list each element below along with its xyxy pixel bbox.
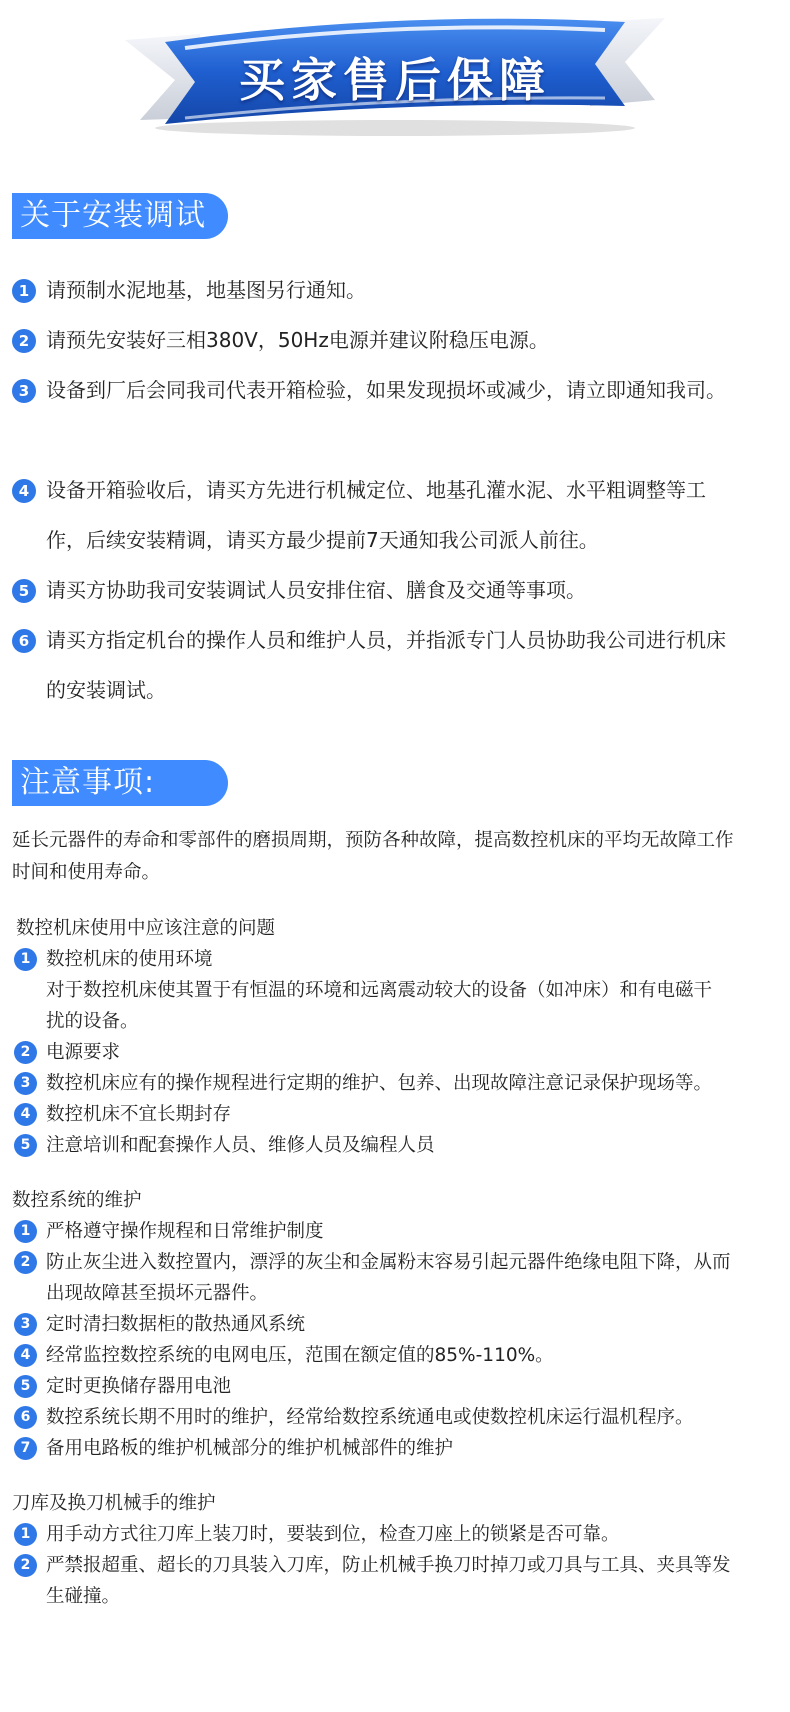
number-badge-icon: 5	[12, 579, 36, 603]
list-item-text: 电源要求	[46, 1042, 121, 1063]
list-item-text: 严禁报超重、超长的刀具装入刀库，防止机械手换刀时掉刀或刀具与工具、夹具等发生碰撞。	[46, 1555, 731, 1607]
list-item-text: 注意培训和配套操作人员、维修人员及编程人员	[46, 1135, 435, 1156]
list-item	[12, 1340, 762, 1371]
number-badge-icon: 6	[12, 629, 36, 653]
list-item-text: 数控机床的使用环境	[46, 949, 213, 970]
list-item	[12, 465, 732, 565]
group-title: 数控系统的维护	[12, 1190, 142, 1211]
number-badge-icon: 4	[12, 479, 36, 503]
banner	[0, 0, 790, 150]
list-item-text: 请预先安装好三相380V，50Hz电源并建议附稳压电源。	[46, 328, 549, 352]
number-badge-icon: 1	[14, 1523, 37, 1546]
list-item-text: 防止灰尘进入数控置内，漂浮的灰尘和金属粉末容易引起元器件绝缘电阻下降，从而出现故障甚至损坏元器件。	[46, 1252, 731, 1304]
number-badge-icon: 2	[14, 1041, 37, 1064]
number-badge-icon: 2	[14, 1554, 37, 1577]
list-item	[12, 1037, 762, 1068]
list-item	[12, 1099, 762, 1130]
number-badge-icon: 4	[14, 1103, 37, 1126]
number-badge-icon: 5	[14, 1134, 37, 1157]
list-item	[12, 1216, 762, 1247]
list-item	[12, 1402, 737, 1433]
list-item-text: 请买方协助我司安装调试人员安排住宿、膳食及交通等事项。	[46, 578, 586, 602]
list-item	[12, 1309, 762, 1340]
number-badge-icon: 5	[14, 1375, 37, 1398]
list-item-text: 严格遵守操作规程和日常维护制度	[46, 1221, 324, 1242]
list-item	[12, 365, 732, 465]
list-item-text: 备用电路板的维护机械部分的维护机械部件的维护	[46, 1438, 454, 1459]
group-title: 数控机床使用中应该注意的问题	[16, 918, 276, 939]
list-item	[12, 265, 752, 315]
list-item-text: 定时更换储存器用电池	[46, 1376, 232, 1397]
list-item	[12, 944, 762, 975]
list-item-text: 数控机床应有的操作规程进行定期的维护、包养、出现故障注意记录保护现场等。	[46, 1073, 713, 1094]
list-item-text: 定时清扫数据柜的散热通风系统	[46, 1314, 306, 1335]
number-badge-icon: 6	[14, 1406, 37, 1429]
list-item-text: 设备开箱验收后，请买方先进行机械定位、地基孔灌水泥、水平粗调整等工作，后续安装精调，请买方最少提前7天通知我公司派人前往。	[46, 478, 706, 552]
notes-group	[12, 1185, 762, 1464]
list-item	[12, 1130, 762, 1161]
number-badge-icon: 2	[12, 329, 36, 353]
number-badge-icon: 1	[12, 279, 36, 303]
list-item	[12, 315, 752, 365]
list-item-text: 用手动方式往刀库上装刀时，要装到位，检查刀座上的锁紧是否可靠。	[46, 1524, 620, 1545]
notes-group	[12, 913, 762, 1161]
list-item	[12, 1371, 762, 1402]
notes-content	[12, 825, 762, 1612]
number-badge-icon: 1	[14, 1220, 37, 1243]
list-item-text: 数控系统长期不用时的维护，经常给数控系统通电或使数控机床运行温机程序。	[46, 1407, 694, 1428]
list-item	[12, 1068, 737, 1099]
banner-title: 买家售后保障	[239, 53, 551, 107]
notes-group	[12, 1488, 762, 1612]
section-install-title: 关于安装调试	[12, 193, 228, 239]
number-badge-icon: 3	[14, 1313, 37, 1336]
list-item	[12, 615, 732, 715]
number-badge-icon: 4	[14, 1344, 37, 1367]
number-badge-icon: 3	[12, 379, 36, 403]
list-item-text: 请预制水泥地基，地基图另行通知。	[46, 278, 366, 302]
list-item	[12, 1519, 762, 1550]
list-item-text: 请买方指定机台的操作人员和维护人员，并指派专门人员协助我公司进行机床的安装调试。	[46, 628, 726, 702]
list-item	[12, 1247, 737, 1309]
list-item-text: 经常监控数控系统的电网电压，范围在额定值的85%-110%。	[46, 1345, 554, 1366]
list-item-text: 设备到厂后会同我司代表开箱检验，如果发现损坏或减少，请立即通知我司。	[46, 378, 726, 402]
list-item	[12, 1433, 762, 1464]
number-badge-icon: 2	[14, 1251, 37, 1274]
section-notes-title: 注意事项:	[12, 760, 228, 806]
notes-intro: 延长元器件的寿命和零部件的磨损周期，预防各种故障，提高数控机床的平均无故障工作时间和使用寿命。	[12, 830, 734, 883]
list-item-text: 数控机床不宜长期封存	[46, 1104, 232, 1125]
number-badge-icon: 3	[14, 1072, 37, 1095]
list-item	[12, 565, 752, 615]
list-item-detail: 对于数控机床使其置于有恒温的环境和远离震动较大的设备（如冲床）和有电磁干扰的设备。	[46, 980, 713, 1032]
group-title: 刀库及换刀机械手的维护	[12, 1493, 216, 1514]
install-list	[12, 265, 752, 715]
number-badge-icon: 7	[14, 1437, 37, 1460]
list-item	[12, 1550, 737, 1612]
number-badge-icon: 1	[14, 948, 37, 971]
